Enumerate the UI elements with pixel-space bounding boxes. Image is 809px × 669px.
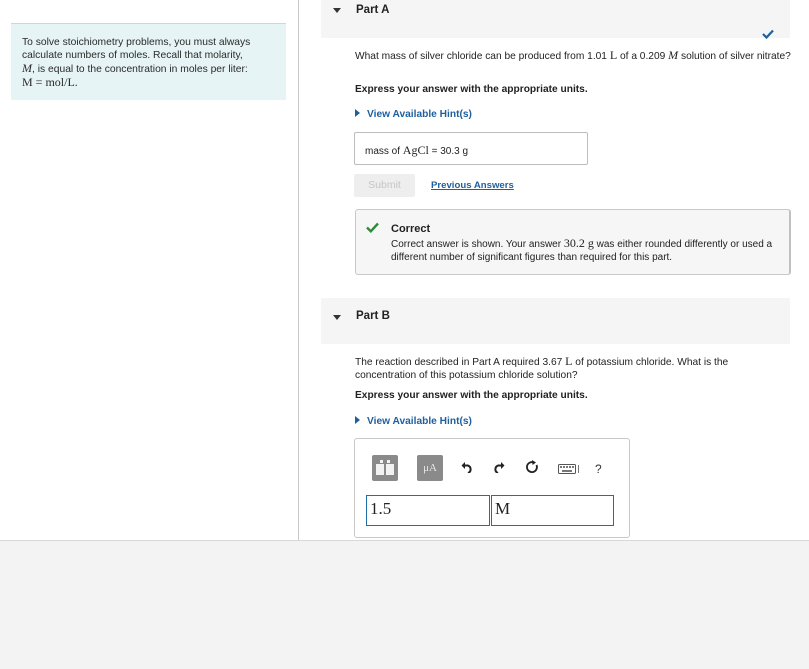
redo-icon[interactable] (493, 461, 505, 473)
templates-button[interactable] (372, 455, 398, 481)
part-a-instruction: Express your answer with the appropriate units. (355, 84, 588, 95)
part-b-header[interactable] (321, 298, 790, 344)
intro-line-2: calculate numbers of moles. Recall that molarity, (22, 50, 243, 61)
intro-panel (11, 23, 286, 100)
reset-icon[interactable] (525, 460, 539, 474)
molarity-symbol: M (22, 61, 32, 75)
submit-button[interactable]: Submit (354, 174, 415, 197)
panel-divider (298, 0, 299, 540)
help-button[interactable]: ? (595, 462, 602, 476)
check-icon (762, 29, 774, 39)
feedback-title: Correct (391, 223, 431, 235)
answer-input-panel (354, 438, 630, 538)
feedback-correct (355, 209, 791, 275)
expand-triangle-icon (355, 416, 360, 424)
part-b-instruction: Express your answer with the appropriate units. (355, 390, 588, 401)
intro-formula: M = mol/L. (22, 75, 78, 89)
previous-answers-link[interactable]: Previous Answers (431, 180, 514, 191)
part-a-answer-display: mass of AgCl = 30.3 g (354, 132, 588, 165)
part-a-hint-link[interactable]: View Available Hint(s) (355, 109, 472, 120)
expand-triangle-icon (355, 109, 360, 117)
units-button[interactable] (417, 455, 443, 481)
undo-icon[interactable] (461, 461, 473, 473)
part-a-header[interactable] (321, 0, 790, 38)
templates-icon (376, 460, 394, 476)
part-a-question: What mass of silver chloride can be produced from 1.01 L of a 0.209 M solution of silver nitrate? (355, 48, 791, 62)
collapse-triangle-icon[interactable] (333, 315, 341, 320)
part-a-title: Part A (356, 4, 390, 16)
keyboard-icon[interactable] (558, 464, 580, 474)
correct-check-icon (366, 222, 379, 233)
intro-line-1: To solve stoichiometry problems, you must always (22, 37, 251, 48)
intro-line-3: M, is equal to the concentration in moles per liter: (22, 61, 248, 75)
part-b-title: Part B (356, 310, 390, 322)
unit-input[interactable]: M (491, 495, 614, 526)
collapse-triangle-icon[interactable] (333, 8, 341, 13)
part-b-question: The reaction described in Part A required 3.67 L of potassium chloride. What is the concentration of this potassium chloride solution? (355, 354, 729, 381)
units-button-label: μA (423, 462, 437, 474)
feedback-text: Correct answer is shown. Your answer 30.2 g was either rounded differently or used a different number of significant figures than required for this part. (391, 236, 773, 263)
part-b-hint-link[interactable]: View Available Hint(s) (355, 416, 472, 427)
value-input[interactable]: 1.5 (366, 495, 490, 526)
